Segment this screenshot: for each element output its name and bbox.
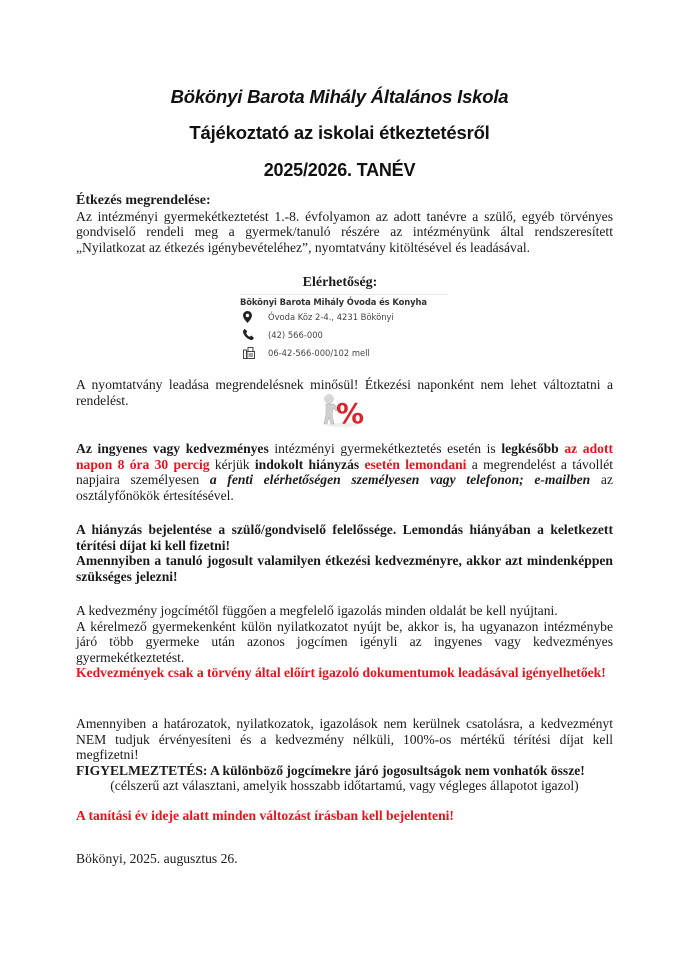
contact-address-row — [240, 308, 448, 325]
document-title: Tájékoztató az iskolai étkeztetésről — [189, 122, 490, 143]
cancel-text: kérjük — [209, 456, 255, 472]
discount-line1: A kedvezmény jogcímétől függően a megfelelő igazolás minden oldalát be kell nyújtani. — [76, 603, 558, 618]
contact-title: Elérhetőség: — [302, 275, 378, 290]
cancel-text-bold: legkésőbb — [501, 441, 559, 456]
responsibility-line2: Amennyiben a tanuló jogosult valamilyen étkezési kedvezményre, akkor azt mindenképpen szükséges jelezni! — [76, 553, 613, 584]
order-note: A nyomtatvány leadása megrendelésnek minősül! Étkezési naponként nem lehet változtatni a rendelést. — [76, 377, 613, 408]
responsibility-line1: A hiányzás bejelentése a szülő/gondviselő felelőssége. Lemondás hiányában a keletkezett térítési díjat ki kell fizetni! — [76, 522, 613, 553]
contact-divider — [240, 294, 448, 295]
cancel-paragraph — [76, 441, 613, 503]
responsibility-section — [76, 522, 613, 584]
contact-ext-row — [240, 344, 448, 361]
cancel-deadline: az adott napon 8 óra 30 percig — [76, 441, 613, 472]
percent-figure-image — [318, 392, 366, 428]
discount-line3: Kedvezmények csak a törvény által előírt igazoló dokumentumok leadásával igényelhetőek! — [76, 665, 606, 681]
svg-text:%: % — [336, 397, 365, 428]
order-heading: Étkezés megrendelése: — [76, 193, 211, 208]
contact-box — [240, 275, 448, 361]
discount-line2: A kérelmező gyermekenként külön nyilatkozatot nyújt be, akkor is, ha ugyanazon intézménybe járó több gyermeke után azonos jogcímen igényli az ingyenes vagy kedvezményes gyermekétkeztetést. — [76, 618, 613, 665]
contact-phone-row — [240, 326, 448, 343]
final-notice: A tanítási év ideje alatt minden változást írásban kell bejelenteni! — [76, 808, 454, 823]
order-section — [76, 193, 613, 255]
location-pin-icon — [243, 310, 259, 324]
cancel-text: az osztályfőnökök értesítésével. — [76, 472, 613, 503]
cancel-text: a megrendelést a távollét napjaira személyesen — [76, 456, 614, 488]
warning-section — [76, 716, 613, 794]
phone-icon — [243, 328, 259, 342]
contact-phone: (42) 566-000 — [268, 329, 323, 340]
cancel-text-bold: Az ingyenes vagy kedvezményes — [76, 441, 269, 456]
warning-line1: Amennyiben a határozatok, nyilatkozatok, igazolások nem kerülnek csatolásra, a kedvezményt NEM tudjuk érvényesíteni és a kedvezmény nélküli, 100%-os mértékű térítési díjat kell megfizetni! — [76, 716, 613, 763]
school-name: Bökönyi Barota Mihály Általános Iskola — [170, 86, 509, 107]
school-year: 2025/2026. TANÉV — [263, 160, 416, 180]
order-text: Az intézményi gyermekétkeztetést 1.-8. évfolyamon az adott tanévre a szülő, egyéb törvényes gondviselő rendeli meg a gyermek/tanuló részére az intézményünk által rendszeresített „Nyilatkozat az étkezés igénybevételéhez”, nyomtatvány kitöltésével és leadásával. — [76, 208, 613, 255]
contact-phone-ext: 06-42-566-000/102 mell — [268, 347, 370, 358]
cancel-channels: a fenti elérhetőségen személyesen vagy telefonon; e-mailben — [209, 472, 591, 488]
contact-address: Óvoda Köz 2-4., 4231 Bökönyi — [268, 311, 394, 322]
cancel-instruction: esetén lemondani — [359, 456, 467, 472]
cancel-text-bold: indokolt hiányzás — [254, 456, 360, 472]
warning-note: (célszerű azt választani, amelyik hosszabb időtartamú, vagy végleges állapotot igazol) — [110, 778, 579, 794]
contact-org: Bökönyi Barota Mihály Óvoda és Konyha — [240, 297, 427, 307]
warning-heading: FIGYELMEZTETÉS: A különböző jogcímekre járó jogosultságok nem vonhatók össze! — [76, 762, 585, 778]
discount-section — [76, 603, 613, 681]
signature-place-date: Bökönyi, 2025. augusztus 26. — [76, 851, 238, 866]
cancel-text: intézményi gyermekétkeztetés esetén is — [268, 441, 502, 456]
fax-icon — [243, 346, 259, 360]
